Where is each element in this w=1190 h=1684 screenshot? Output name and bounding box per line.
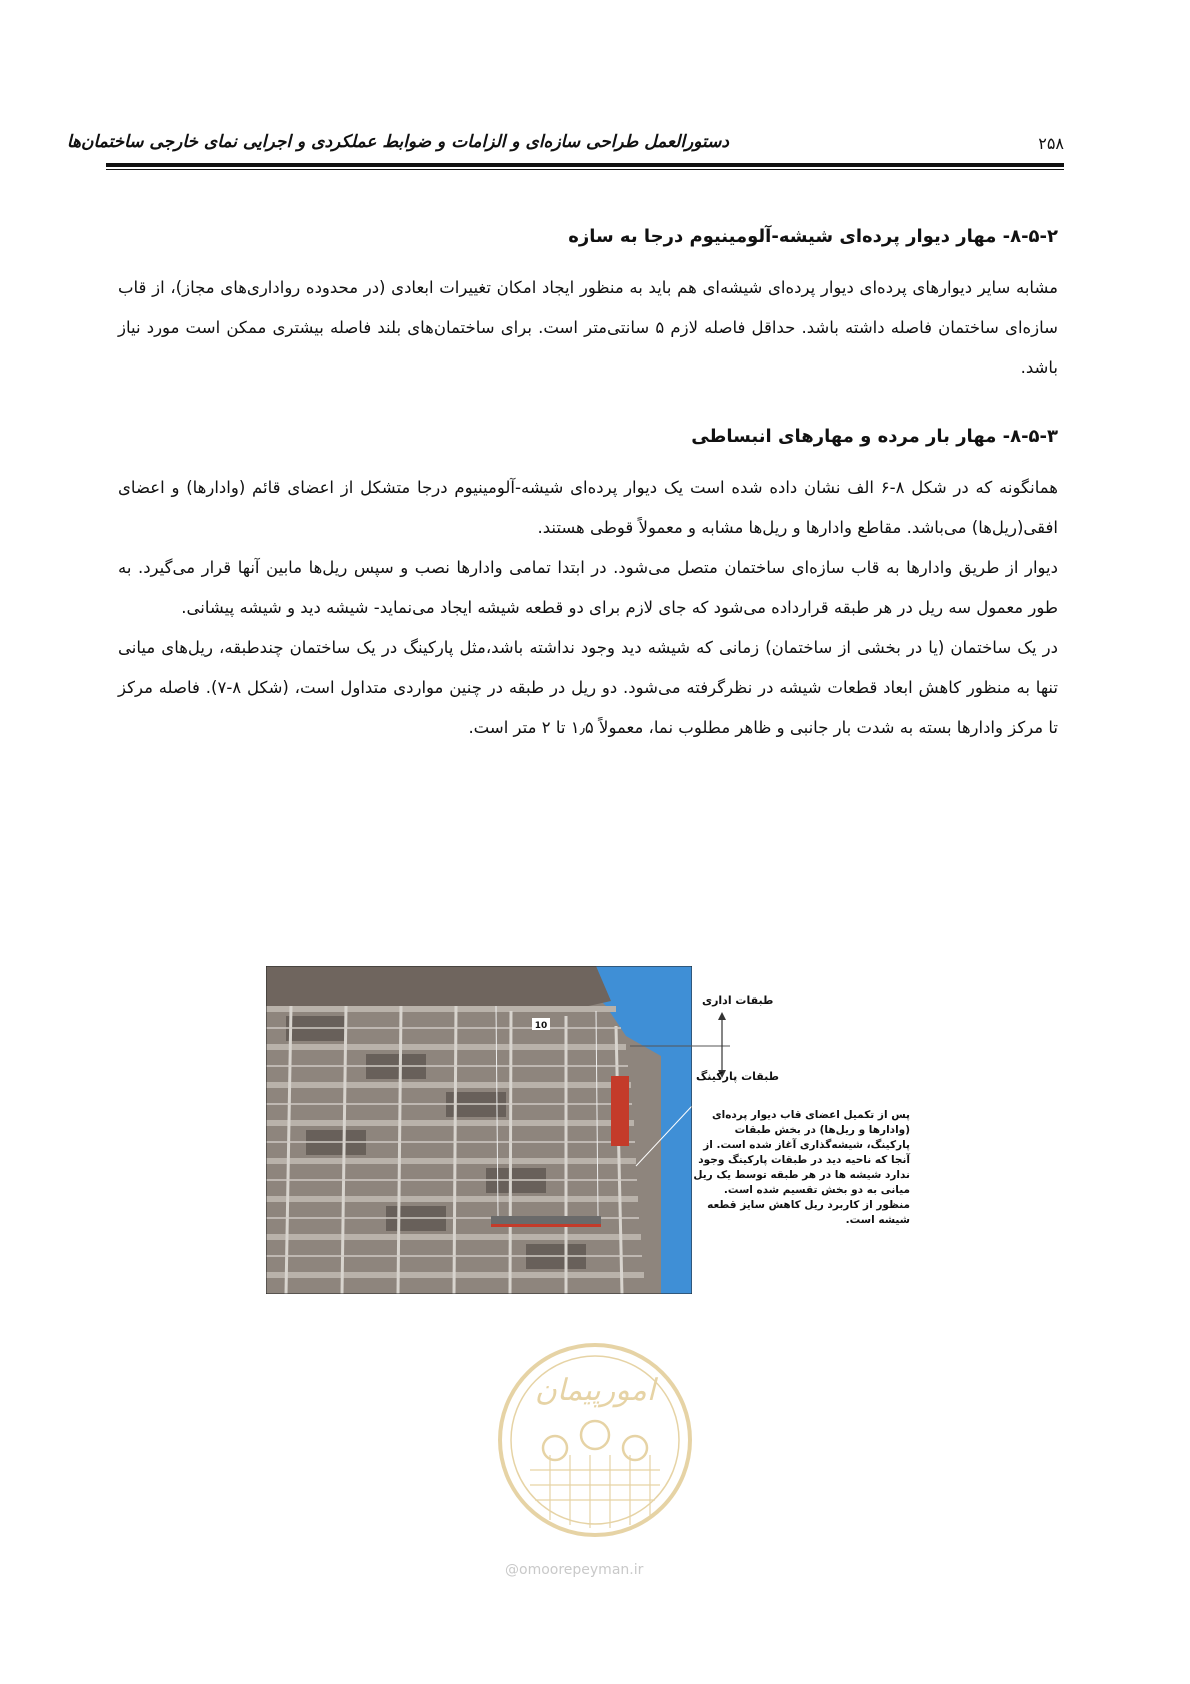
floor-number-label: 10 <box>534 1021 548 1031</box>
header-rule-thick <box>106 163 1064 167</box>
paragraph: در یک ساختمان (یا در بخشی از ساختمان) زمانی که شیشه دید وجود نداشته باشد،مثل پارکینگ در یک ساختمان چندطبقه، ریل‌های میانی تنها به منظور کاهش ابعاد قطعات شیشه در نظرگرفته می‌شود. دو ریل در طبقه در چنین مواردی متداول است، (شکل ۸-۷). فاصله مرکز تا مرکز وادارها بسته به شدت بار جانبی و ظاهر مطلوب نما، معمولاً ۱٫۵ تا ۲ متر است. <box>118 638 1058 737</box>
header-rule-thin <box>106 169 1064 170</box>
building-photo-illustration <box>266 966 692 1294</box>
section-heading-8-5-2: ۸-۵-۲- مهار دیوار پرده‌ای شیشه-آلومینیوم درجا به سازه <box>568 226 1058 247</box>
building-photo <box>266 966 692 1294</box>
running-header <box>66 132 1064 162</box>
watermark-logo <box>490 1330 700 1580</box>
seal-logo-text: امورپیمان <box>534 1373 656 1408</box>
figure-caption: پس از تکمیل اعضای قاب دیوار پرده‌ای (وادارها و ریل‌ها) در بخش طبقات پارکینگ، شیشه‌گذاری آغاز شده است. از آنجا که ناحیه دید در طبقات پارکینگ وجود ندارد شیشه ها در هر طبقه توسط یک ریل میانی به دو بخش تقسیم شده است. منظور از کاربرد ریل کاهش سایز قطعه شیشه است. <box>693 1109 910 1226</box>
office-floors-label: طبقات اداری <box>702 994 774 1007</box>
main-content <box>118 210 1058 748</box>
paragraph: دیوار از طریق وادارها به قاب سازه‌ای ساختمان متصل می‌شود. در ابتدا تمامی وادارها نصب و سپس ریل‌ها مابین آنها قرار می‌گیرد. به طور معمول سه ریل در هر طبقه قرارداده می‌شود که جای لازم برای دو قطعه شیشه ایجاد می‌نماید- شیشه دید و شیشه پیشانی. <box>118 558 1058 617</box>
parking-floors-label: طبقات پارکینگ <box>696 1070 780 1083</box>
seal-icon <box>490 1330 700 1570</box>
section-heading-8-5-3: ۸-۵-۳- مهار بار مرده و مهارهای انبساطی <box>691 426 1058 447</box>
paragraph: مشابه سایر دیوارهای پرده‌ای دیوار پرده‌ای شیشه‌ای هم باید به منظور ایجاد امکان تغییرات ابعادی (در محدوده رواداری‌های مجاز)، از قاب سازه‌ای ساختمان فاصله داشته باشد. حداقل فاصله لازم ۵ سانتی‌متر است. برای ساختمان‌های بلند فاصله بیشتری ممکن است مورد نیاز باشد. <box>118 278 1058 377</box>
page-number: ۲۵۸ <box>1038 134 1064 153</box>
watermark-url: @omoorepeyman.ir <box>505 1562 644 1578</box>
paragraph: همانگونه که در شکل ۸-۶ الف نشان داده شده است یک دیوار پرده‌ای شیشه-آلومینیوم درجا متشکل از اعضای قائم (وادارها) و اعضای افقی(ریل‌ها) می‌باشد. مقاطع وادارها و ریل‌ها مشابه و معمولاً قوطی هستند. <box>118 478 1058 537</box>
running-title: دستورالعمل طراحی سازه‌ای و الزامات و ضوابط عملکردی و اجرایی نمای خارجی ساختمان‌ها <box>66 132 729 152</box>
